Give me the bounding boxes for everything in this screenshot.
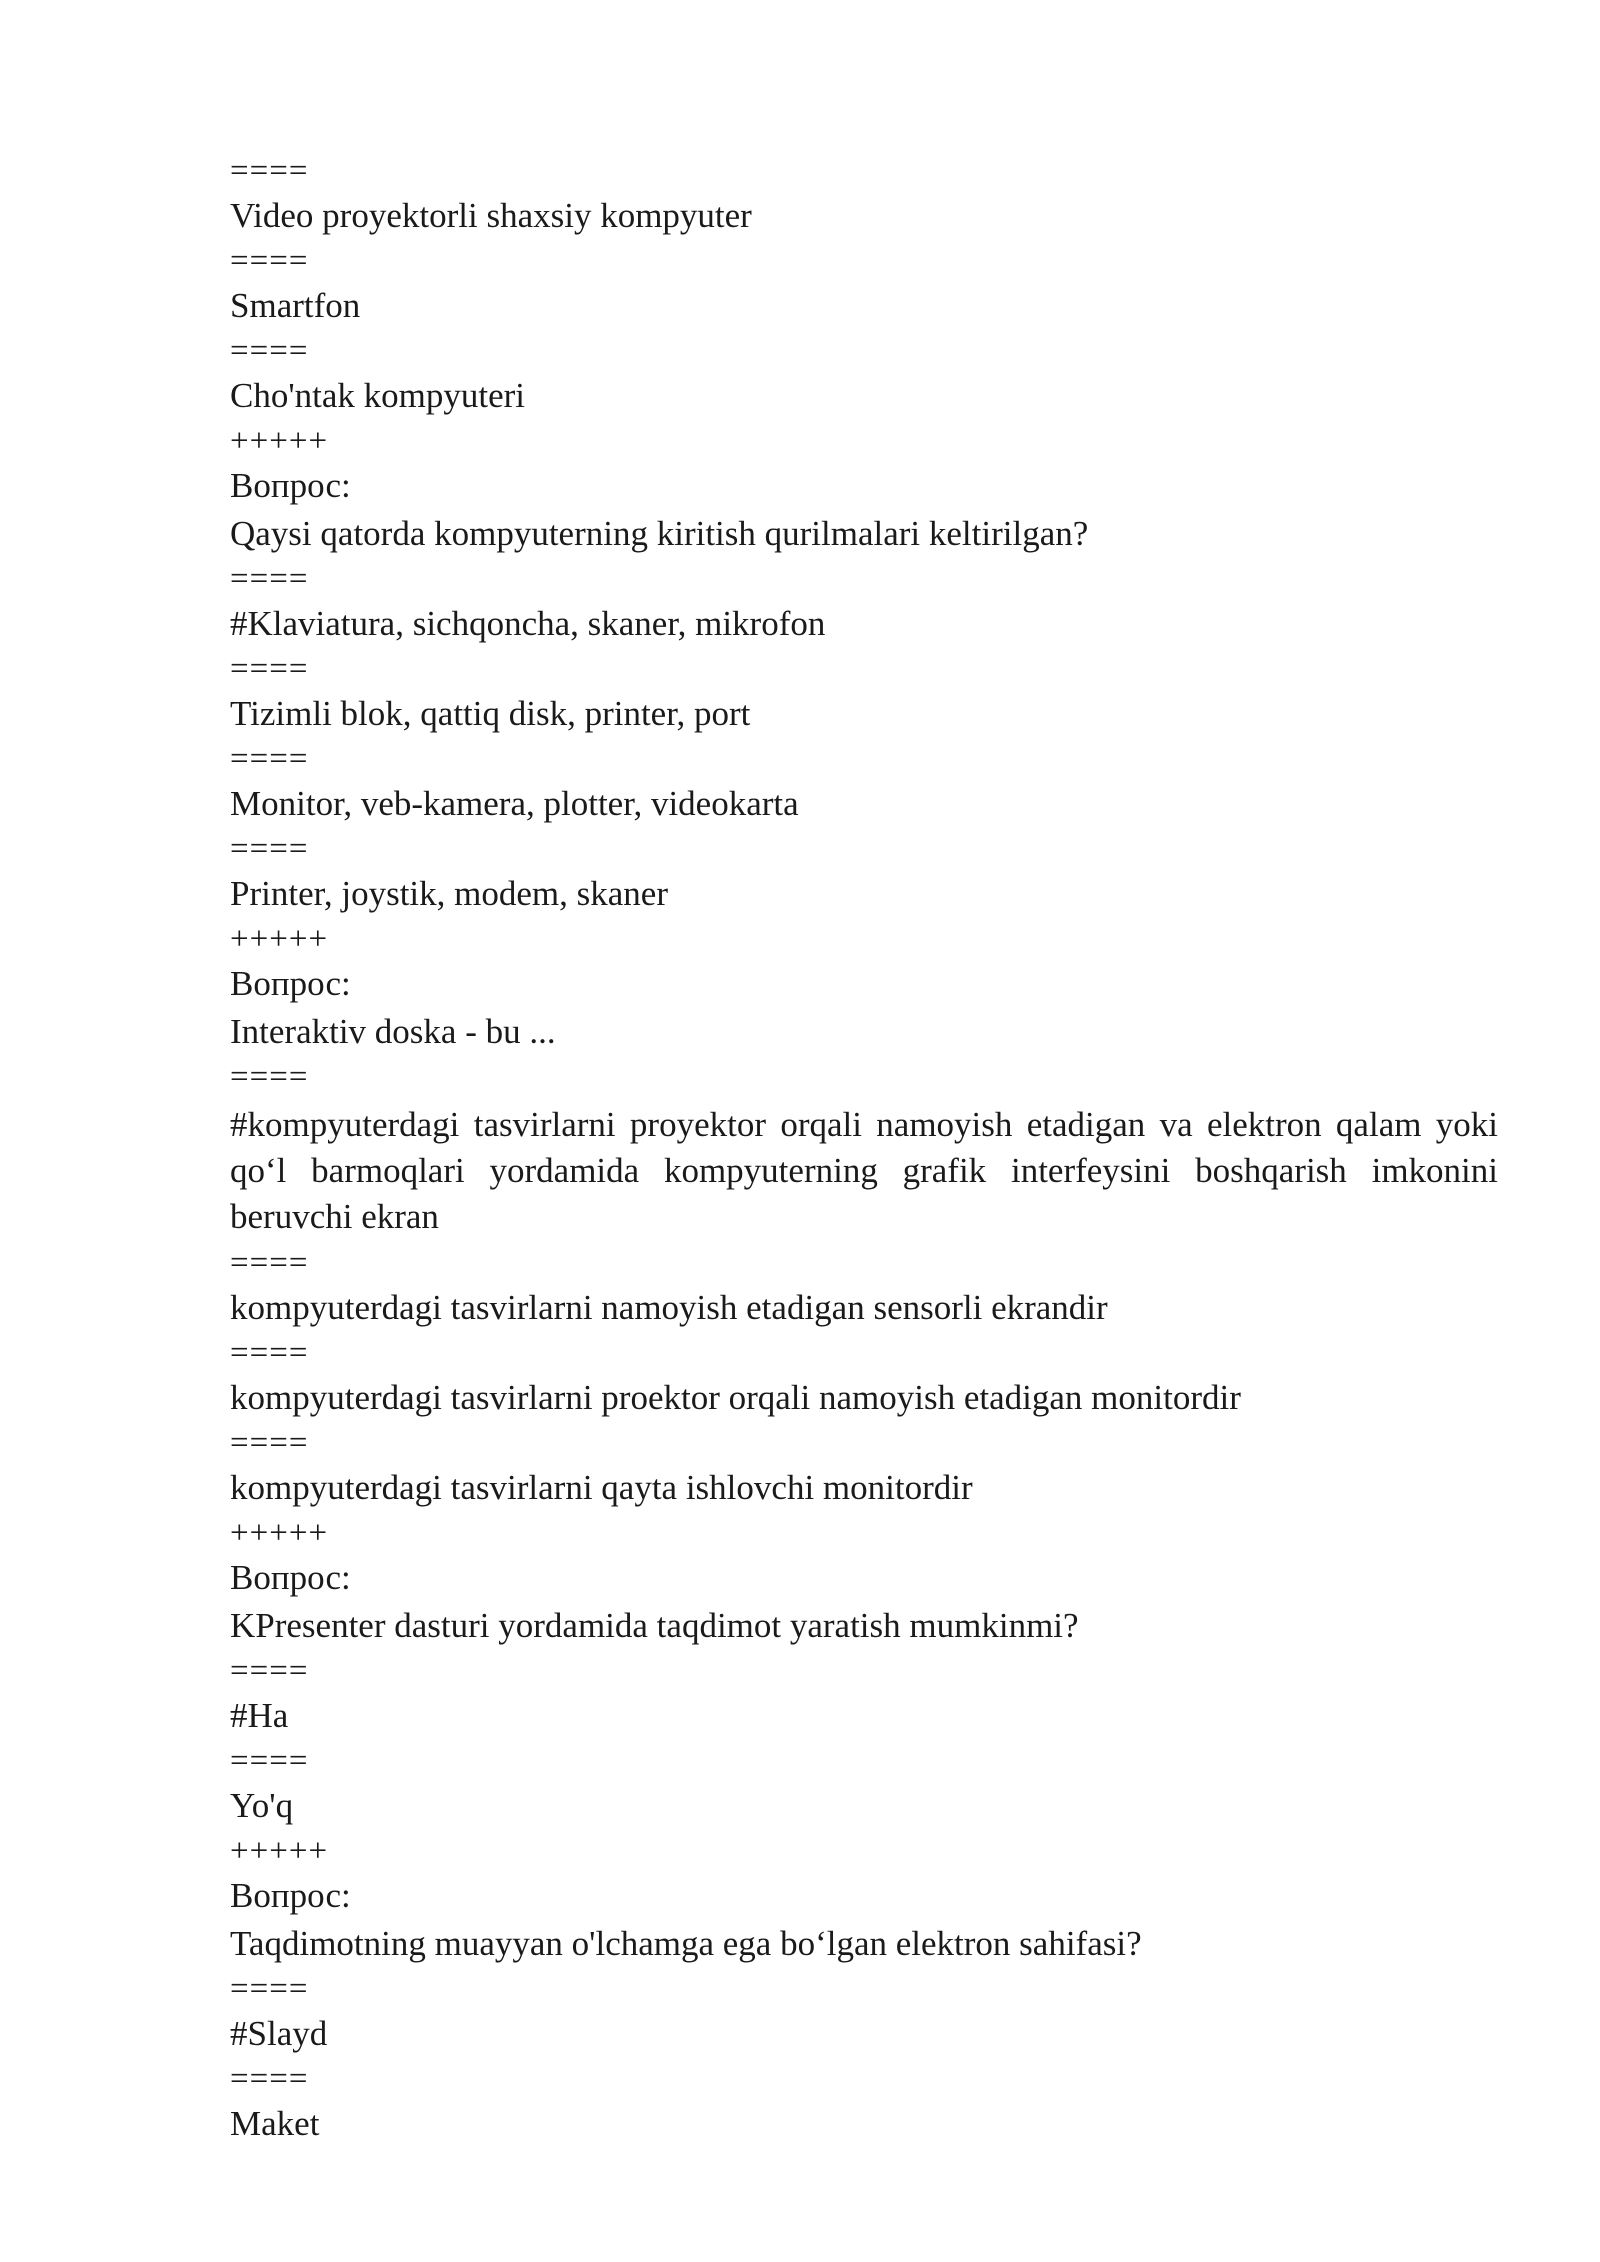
document-page [230, 150, 1498, 2148]
question-separator: +++++ [230, 1515, 329, 1551]
answer-option: Tizimli blok, qattiq disk, printer, port [230, 694, 751, 733]
answer-separator: ==== [230, 561, 309, 597]
answer-option: Yo'q [230, 1786, 294, 1825]
answer-separator: ==== [230, 651, 309, 687]
correct-answer-option: #Slayd [230, 2014, 328, 2053]
question-text: KPresenter dasturi yordamida taqdimot yaratish mumkinmi? [230, 1606, 1079, 1645]
answer-option: Maket [230, 2104, 320, 2143]
question-label: Вопрос: [230, 466, 351, 505]
answer-separator: ==== [230, 1245, 309, 1281]
answer-separator: ==== [230, 2061, 309, 2097]
answer-separator: ==== [230, 1425, 309, 1461]
answer-separator: ==== [230, 1059, 309, 1095]
answer-option: Monitor, veb-kamera, plotter, videokarta [230, 784, 799, 823]
answer-separator: ==== [230, 1743, 309, 1779]
question-separator: +++++ [230, 1833, 329, 1869]
answer-separator: ==== [230, 1971, 309, 2007]
answer-option: kompyuterdagi tasvirlarni namoyish etadigan sensorli ekrandir [230, 1288, 1108, 1327]
question-text: Interaktiv doska - bu ... [230, 1012, 556, 1051]
answer-separator: ==== [230, 1335, 309, 1371]
question-separator: +++++ [230, 921, 329, 957]
answer-separator: ==== [230, 243, 309, 279]
answer-option: kompyuterdagi tasvirlarni qayta ishlovchi monitordir [230, 1468, 973, 1507]
question-label: Вопрос: [230, 1558, 351, 1597]
answer-separator: ==== [230, 333, 309, 369]
answer-separator: ==== [230, 831, 309, 867]
question-separator: +++++ [230, 423, 329, 459]
answer-option: Printer, joystik, modem, skaner [230, 874, 668, 913]
question-label: Вопрос: [230, 1876, 351, 1915]
answer-option: Video proyektorli shaxsiy kompyuter [230, 196, 752, 235]
question-label: Вопрос: [230, 964, 351, 1003]
correct-answer-option: #Ha [230, 1696, 289, 1735]
question-text: Qaysi qatorda kompyuterning kiritish qurilmalari keltirilgan? [230, 514, 1089, 553]
answer-separator: ==== [230, 1653, 309, 1689]
correct-answer-option: #kompyuterdagi tasvirlarni proyektor orqali namoyish etadigan va elektron qalam yoki qo‘l barmoqlari yordamida kompyuterning grafik interfeysini boshqarish imkonini beruvchi ekran [230, 1105, 1498, 1236]
answer-option: kompyuterdagi tasvirlarni proektor orqali namoyish etadigan monitordir [230, 1378, 1241, 1417]
answer-separator: ==== [230, 741, 309, 777]
answer-option: Smartfon [230, 286, 361, 325]
answer-option: Cho'ntak kompyuteri [230, 376, 526, 415]
answer-separator: ==== [230, 153, 309, 189]
correct-answer-option: #Klaviatura, sichqoncha, skaner, mikrofon [230, 604, 826, 643]
question-text: Taqdimotning muayyan o'lchamga ega bo‘lgan elektron sahifasi? [230, 1924, 1142, 1963]
